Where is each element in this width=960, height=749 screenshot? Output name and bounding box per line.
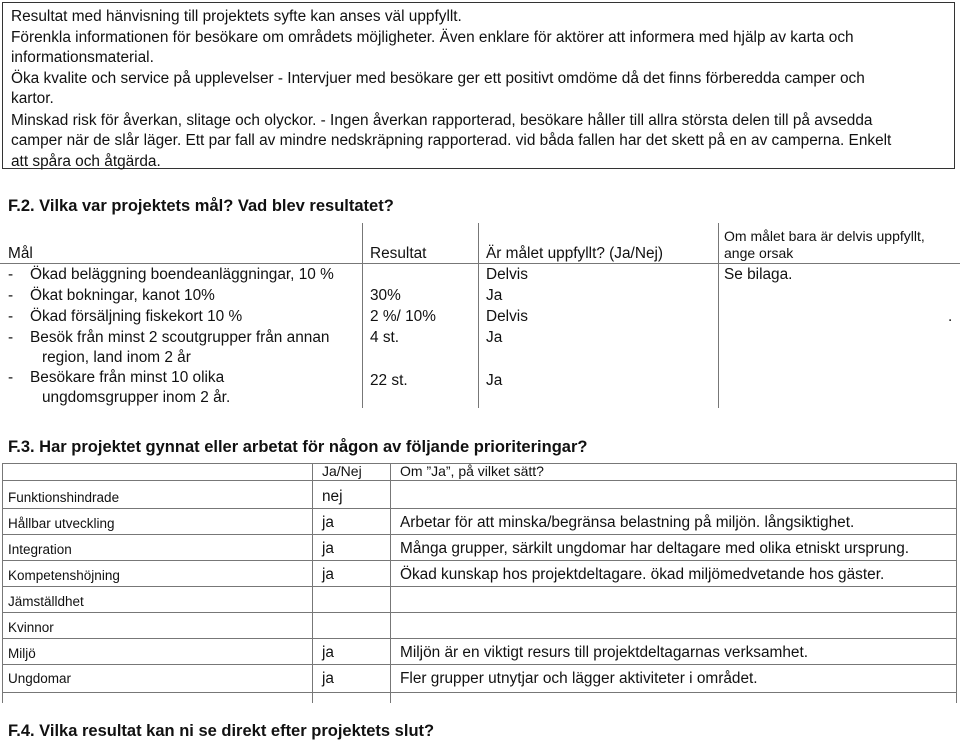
result-value: 2 %/ 10% xyxy=(370,308,436,325)
priority-label: Hållbar utveckling xyxy=(8,516,115,531)
goal-text-continued: ungdomsgrupper inom 2 år. xyxy=(42,389,231,406)
summary-line: camper när de slår läger. Ett par fall av mindre nedskräpning rapporterad. vid båda fallen har det skett på en av camperna. Enkelt xyxy=(11,132,892,149)
table-row xyxy=(2,481,957,509)
goal-row xyxy=(8,328,358,368)
results-summary-box xyxy=(2,2,955,169)
list-dash: - xyxy=(8,369,14,386)
goal-row xyxy=(8,307,358,327)
priority-label: Kvinnor xyxy=(8,620,54,635)
how-value: Miljön är en viktigt resurs till projektdeltagarnas verksamhet. xyxy=(400,644,809,661)
yes-no-value: ja xyxy=(322,644,334,661)
table-row xyxy=(2,613,957,639)
priority-label: Funktionshindrade xyxy=(8,490,120,505)
how-value: Fler grupper utnytjar och lägger aktiviteter i området. xyxy=(400,670,758,687)
priority-label: Kompetenshöjning xyxy=(8,568,120,583)
goal-met-value: Delvis xyxy=(486,308,528,325)
summary-line: informationsmaterial. xyxy=(11,49,154,66)
goals-table xyxy=(0,223,960,408)
goal-met-value: Delvis xyxy=(486,266,528,283)
summary-line: att spåra och åtgärda. xyxy=(11,152,161,170)
summary-line: Öka kvalite och service på upplevelser - Intervjuer med besökare ger ett positivt omdöme då det finns förberedda camper och xyxy=(11,69,865,87)
goal-text: Ökad beläggning boendeanläggningar, 10 % xyxy=(30,266,334,283)
result-value: 22 st. xyxy=(370,372,408,389)
section-f4-heading: F.4. Vilka resultat kan ni se direkt efter projektets slut? xyxy=(8,722,435,740)
yes-no-value: ja xyxy=(322,670,334,687)
reason-value: . xyxy=(948,308,953,325)
list-dash: - xyxy=(8,266,14,283)
priority-label: Miljö xyxy=(8,646,36,661)
priority-label: Jämställdhet xyxy=(8,594,84,609)
header-result: Resultat xyxy=(370,245,427,262)
yes-no-value: ja xyxy=(322,540,334,557)
yes-no-value: nej xyxy=(322,488,343,505)
yes-no-value: ja xyxy=(322,514,334,531)
list-dash: - xyxy=(8,308,14,325)
goal-row xyxy=(8,265,358,285)
list-dash: - xyxy=(8,329,14,346)
table-row xyxy=(2,535,957,561)
table-row xyxy=(2,639,957,665)
header-reason-line2: ange orsak xyxy=(724,245,794,261)
header-goal: Mål xyxy=(8,245,33,262)
summary-line: Minskad risk för åverkan, slitage och olyckor. - Ingen åverkan rapporterad, besökare håller till allra största delen till på avsedda xyxy=(11,111,873,129)
header-goal-met: Är målet uppfyllt? (Ja/Nej) xyxy=(486,245,664,262)
goal-row xyxy=(8,368,358,408)
how-value: Ökad kunskap hos projektdeltagare. ökad miljömedvetande hos gäster. xyxy=(400,566,885,583)
result-value: 30% xyxy=(370,287,401,304)
goal-text: Ökad försäljning fiskekort 10 % xyxy=(30,308,243,325)
section-f2-heading: F.2. Vilka var projektets mål? Vad blev resultatet? xyxy=(8,197,394,215)
list-dash: - xyxy=(8,287,14,304)
priorities-table xyxy=(0,463,960,703)
goal-text: Besök från minst 2 scoutgrupper från annan xyxy=(30,329,330,346)
reason-value: Se bilaga. xyxy=(724,266,793,283)
goal-text: Besökare från minst 10 olika xyxy=(30,369,225,386)
header-reason-line1: Om målet bara är delvis uppfyllt, xyxy=(724,228,925,244)
table-row xyxy=(2,509,957,535)
goal-row xyxy=(8,286,358,306)
section-f3-heading: F.3. Har projektet gynnat eller arbetat för någon av följande prioriteringar? xyxy=(8,438,588,456)
summary-line: Förenkla informationen för besökare om områdets möjligheter. Även enklare för aktörer att informera med hjälp av karta och xyxy=(11,28,854,46)
table-row xyxy=(2,665,957,693)
yes-no-value: ja xyxy=(322,566,334,583)
table-row xyxy=(2,561,957,587)
summary-line: Resultat med hänvisning till projektets syfte kan anses väl uppfyllt. xyxy=(11,8,462,25)
how-value: Många grupper, särkilt ungdomar har deltagare med olika etniskt ursprung. xyxy=(400,540,910,557)
header-yes-no: Ja/Nej xyxy=(322,463,362,479)
table-row xyxy=(2,587,957,613)
header-how: Om ”Ja”, på vilket sätt? xyxy=(400,463,544,479)
goal-met-value: Ja xyxy=(486,329,503,346)
table-header-row xyxy=(2,463,957,481)
column-divider xyxy=(478,223,479,408)
goal-text-continued: region, land inom 2 år xyxy=(42,349,191,366)
summary-line: kartor. xyxy=(11,90,54,107)
goal-met-value: Ja xyxy=(486,287,503,304)
header-divider xyxy=(0,263,960,264)
result-value: 4 st. xyxy=(370,329,400,346)
goal-met-value: Ja xyxy=(486,372,503,389)
goal-text: Ökat bokningar, kanot 10% xyxy=(30,287,215,304)
column-divider xyxy=(718,223,719,408)
how-value: Arbetar för att minska/begränsa belastning på miljön. långsiktighet. xyxy=(400,514,855,531)
priority-label: Ungdomar xyxy=(8,671,72,686)
priority-label: Integration xyxy=(8,542,72,557)
